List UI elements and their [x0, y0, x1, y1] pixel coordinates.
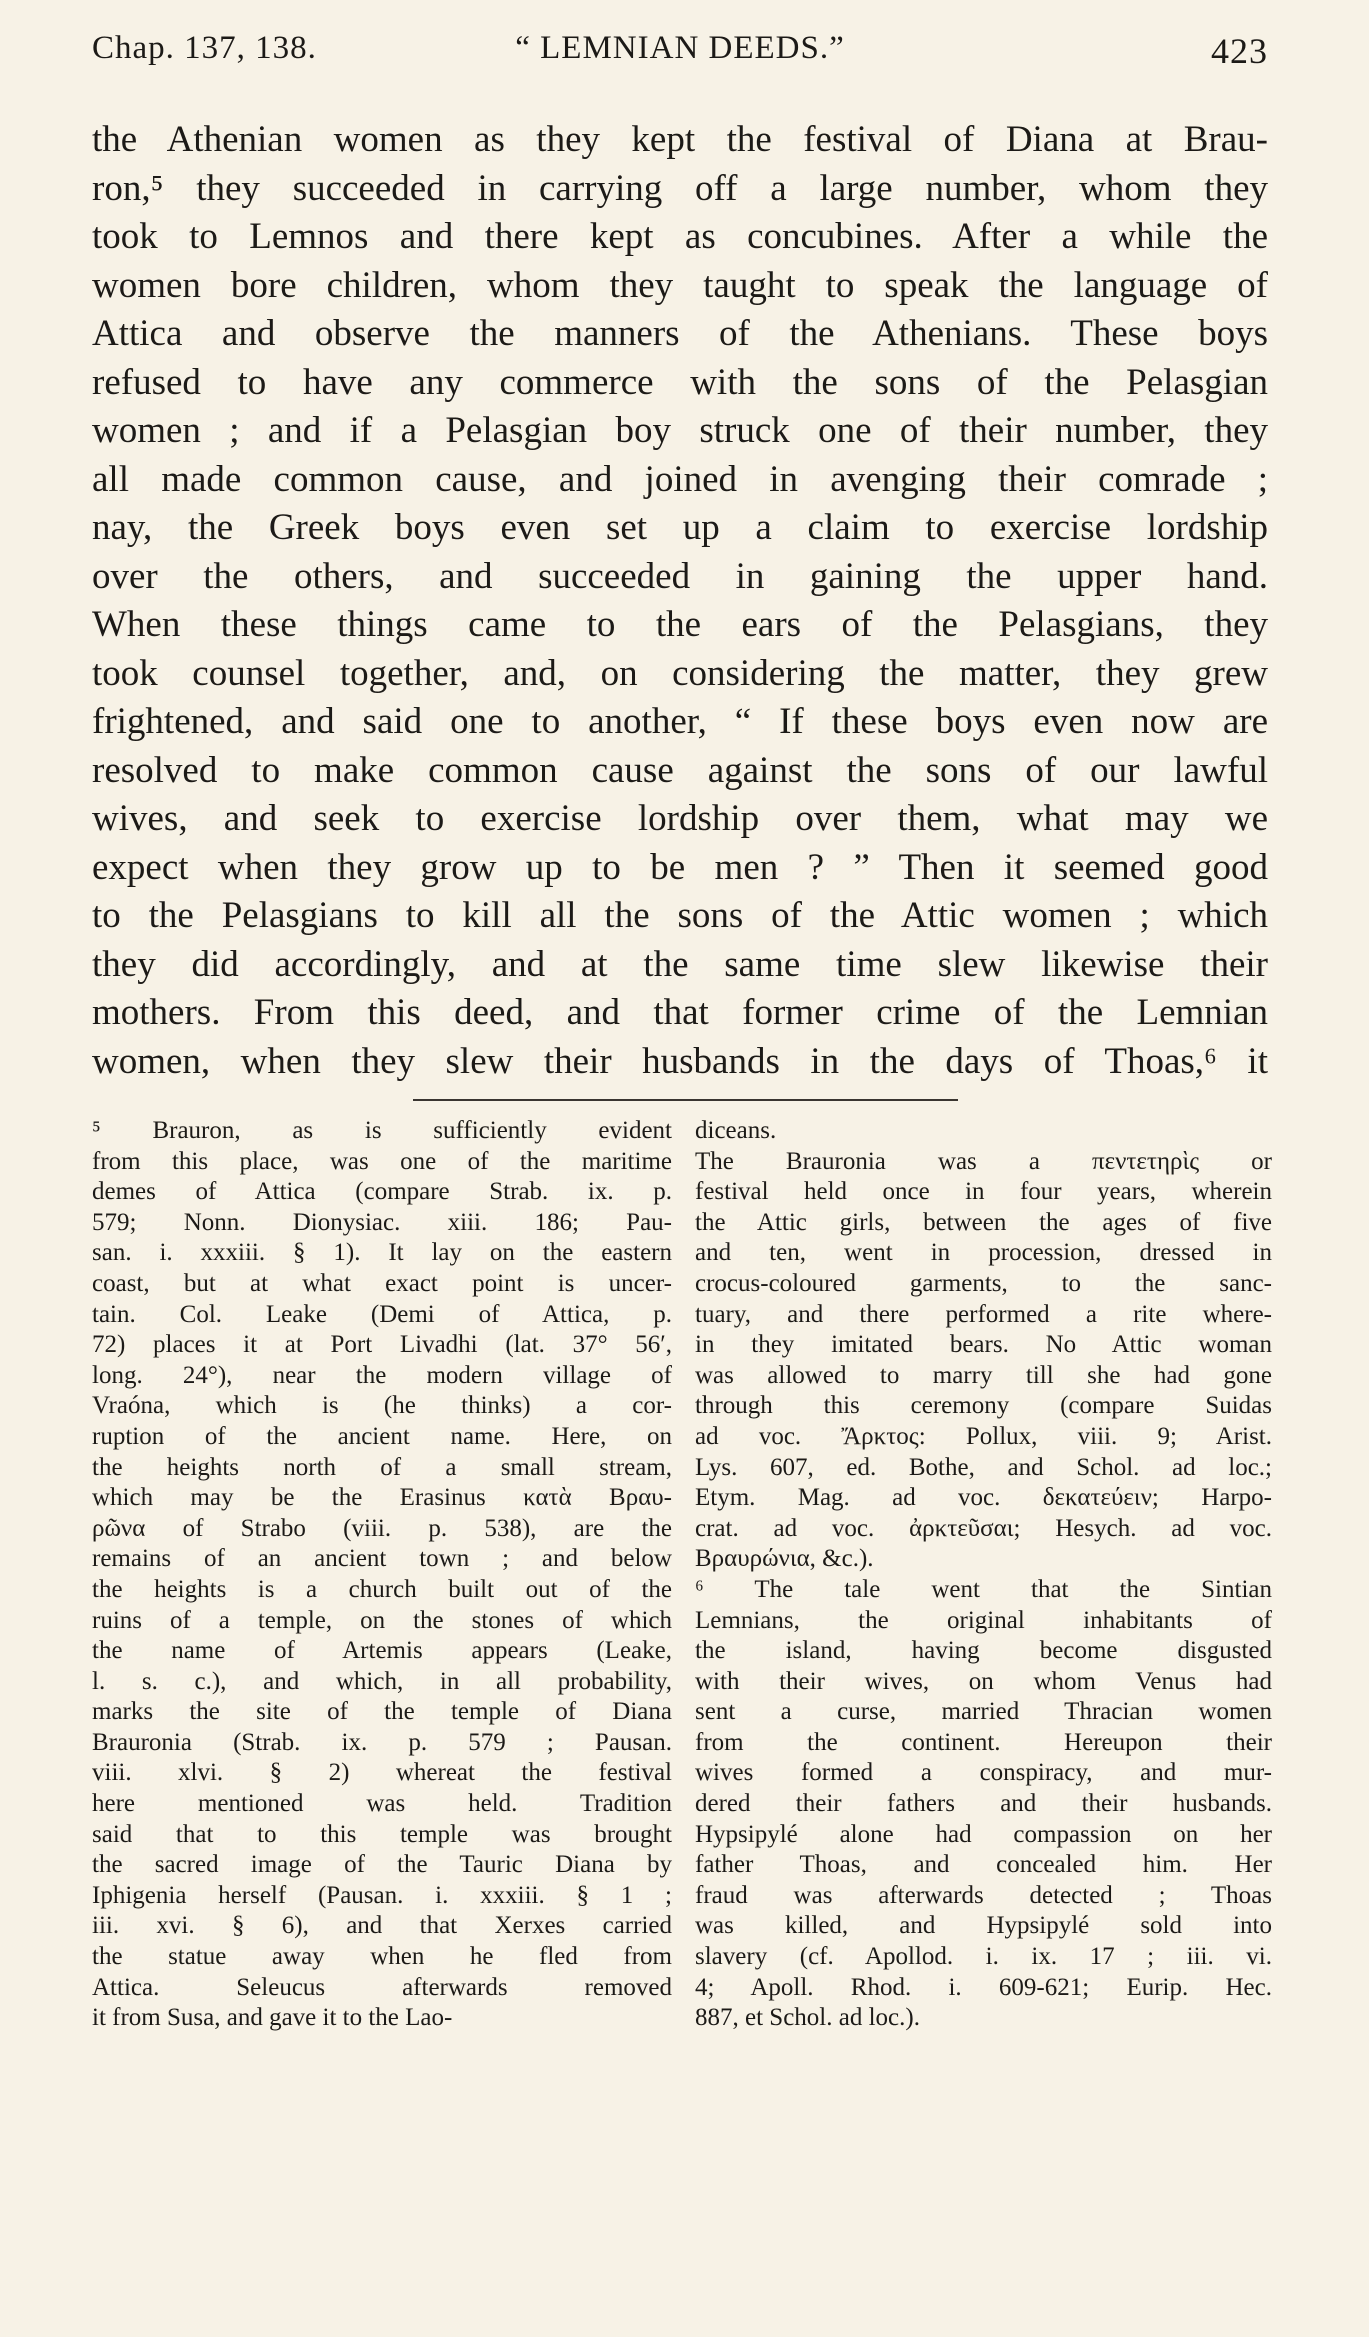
running-title: “ LEMNIAN DEEDS.” [515, 30, 845, 66]
body-text-line: all made common cause, and joined in avenging their comrade ; [92, 458, 1268, 500]
footnote-line: festival held once in four years, wherein [695, 1178, 1272, 1206]
footnote-line: 579; Nonn. Dionysiac. xiii. 186; Pau- [92, 1208, 672, 1236]
body-text-line: took counsel together, and, on considering the matter, they grew [92, 652, 1268, 694]
footnote-line: The Brauronia was a πεντετηρὶς or [695, 1147, 1272, 1175]
footnote-line: tuary, and there performed a rite where- [695, 1300, 1272, 1328]
footnote-line: Iphigenia herself (Pausan. i. xxxiii. § 1 ; [92, 1881, 672, 1909]
footnote-line: iii. xvi. § 6), and that Xerxes carried [92, 1912, 672, 1940]
footnote-line: dered their fathers and their husbands. [695, 1790, 1272, 1818]
body-text-line: mothers. From this deed, and that former crime of the Lemnian [92, 992, 1268, 1033]
chapter-reference: Chap. 137, 138. [92, 30, 317, 66]
footnote-line: the sacred image of the Tauric Diana by [92, 1851, 672, 1879]
footnote-line: the name of Artemis appears (Leake, [92, 1637, 672, 1665]
body-text-line: women, when they slew their husbands in the days of Thoas,⁶ it [92, 1040, 1268, 1082]
footnote-line: Brauronia (Strab. ix. p. 579 ; Pausan. [92, 1728, 672, 1756]
footnote-line: ⁶ The tale went that the Sintian [695, 1575, 1272, 1603]
body-text-line: the Athenian women as they kept the festival of Diana at Brau- [92, 119, 1268, 160]
footnote-line: 72) places it at Port Livadhi (lat. 37° 56′, [92, 1331, 672, 1359]
body-text-line: over the others, and succeeded in gaining the upper hand. [92, 555, 1268, 597]
footnote-line: the Attic girls, between the ages of five [695, 1208, 1272, 1236]
footnote-line: slavery (cf. Apollod. i. ix. 17 ; iii. vi. [695, 1943, 1272, 1971]
footnote-line: tain. Col. Leake (Demi of Attica, p. [92, 1300, 672, 1328]
footnote-line: the heights north of a small stream, [92, 1453, 672, 1481]
footnote-line: was killed, and Hypsipylé sold into [695, 1912, 1272, 1940]
main-text [92, 116, 1268, 1086]
body-text-line: took to Lemnos and there kept as concubines. After a while the [92, 216, 1268, 257]
footnote-line: which may be the Erasinus κατὰ Βραυ- [92, 1484, 672, 1512]
footnote-line: 887, et Schol. ad loc.). [695, 2004, 920, 2032]
footnote-line: the statue away when he fled from [92, 1943, 672, 1971]
body-text-line: women ; and if a Pelasgian boy struck one of their number, they [92, 410, 1268, 451]
footnote-line: from this place, was one of the maritime [92, 1147, 672, 1175]
footnote-line: crocus-coloured garments, to the sanc- [695, 1269, 1272, 1297]
body-text-line: ron,⁵ they succeeded in carrying off a large number, whom they [92, 167, 1268, 209]
footnote-line: ρῶνα of Strabo (viii. p. 538), are the [92, 1514, 672, 1542]
footnote-line: ruption of the ancient name. Here, on [92, 1422, 672, 1450]
footnote-line: san. i. xxxiii. § 1). It lay on the eastern [92, 1239, 672, 1267]
footnote-line: Hypsipylé alone had compassion on her [695, 1820, 1272, 1848]
body-text-line: frightened, and said one to another, “ If these boys even now are [92, 701, 1268, 742]
footnote-line: crat. ad voc. ἀρκτεῦσαι; Hesych. ad voc. [695, 1514, 1272, 1542]
footnote-line: Vraóna, which is (he thinks) a cor- [92, 1392, 672, 1420]
footnote-line: Lys. 607, ed. Bothe, and Schol. ad loc.; [695, 1453, 1272, 1481]
body-text-line: Attica and observe the manners of the Athenians. These boys [92, 313, 1268, 354]
footnote-line: father Thoas, and concealed him. Her [695, 1851, 1272, 1879]
body-text-line: resolved to make common cause against the sons of our lawful [92, 749, 1268, 791]
footnote-line: l. s. c.), and which, in all probability, [92, 1667, 672, 1695]
footnote-line: long. 24°), near the modern village of [92, 1361, 672, 1389]
footnote-line: ad voc. Ἄρκτος: Pollux, viii. 9; Arist. [695, 1422, 1272, 1450]
body-text-line: they did accordingly, and at the same time slew likewise their [92, 943, 1268, 985]
body-text-line: When these things came to the ears of the Pelasgians, they [92, 604, 1268, 645]
footnotes-right-column [695, 1116, 1272, 2034]
footnote-line: in they imitated bears. No Attic woman [695, 1331, 1272, 1359]
footnote-line: fraud was afterwards detected ; Thoas [695, 1881, 1272, 1909]
footnotes-left-column [92, 1116, 672, 2034]
footnote-line: with their wives, on whom Venus had [695, 1667, 1272, 1695]
body-text-line: expect when they grow up to be men ? ” Then it seemed good [92, 846, 1268, 888]
body-text-line: to the Pelasgians to kill all the sons of the Attic women ; which [92, 895, 1268, 936]
footnote-line: it from Susa, and gave it to the Lao- [92, 2004, 453, 2032]
body-text-line: women bore children, whom they taught to speak the language of [92, 264, 1268, 306]
footnote-line: the island, having become disgusted [695, 1637, 1272, 1665]
footnote-line: through this ceremony (compare Suidas [695, 1392, 1272, 1420]
footnote-line: ⁵ Brauron, as is sufficiently evident [92, 1117, 672, 1144]
running-header [92, 30, 1268, 86]
footnote-line: ruins of a temple, on the stones of which [92, 1606, 672, 1634]
footnote-line: marks the site of the temple of Diana [92, 1698, 672, 1726]
footnote-line: said that to this temple was brought [92, 1820, 672, 1848]
footnote-line: viii. xlvi. § 2) whereat the festival [92, 1759, 672, 1787]
footnote-line: Βραυρώνια, &c.). [695, 1545, 874, 1573]
footnote-line: from the continent. Hereupon their [695, 1728, 1272, 1756]
body-text-line: wives, and seek to exercise lordship over them, what may we [92, 798, 1268, 839]
body-text-line: refused to have any commerce with the sons of the Pelasgian [92, 361, 1268, 403]
footnote-line: Etym. Mag. ad voc. δεκατεύειν; Harpo- [695, 1484, 1272, 1512]
footnote-line: demes of Attica (compare Strab. ix. p. [92, 1178, 672, 1206]
footnote-line: remains of an ancient town ; and below [92, 1545, 672, 1573]
body-text-line: nay, the Greek boys even set up a claim to exercise lordship [92, 507, 1268, 548]
footnote-line: here mentioned was held. Tradition [92, 1790, 672, 1818]
footnote-rule [413, 1099, 958, 1101]
footnote-line: coast, but at what exact point is uncer- [92, 1269, 672, 1297]
footnote-line: the heights is a church built out of the [92, 1575, 672, 1603]
footnote-line: was allowed to marry till she had gone [695, 1361, 1272, 1389]
footnote-line: Attica. Seleucus afterwards removed [92, 1973, 672, 2001]
footnote-line: wives formed a conspiracy, and mur- [695, 1759, 1272, 1787]
page-number: 423 [1211, 31, 1268, 71]
footnote-line: 4; Apoll. Rhod. i. 609-621; Eurip. Hec. [695, 1973, 1272, 2001]
footnote-line: and ten, went in procession, dressed in [695, 1239, 1272, 1267]
footnote-line: sent a curse, married Thracian women [695, 1698, 1272, 1726]
footnote-line: diceans. [695, 1117, 777, 1144]
footnote-line: Lemnians, the original inhabitants of [695, 1606, 1272, 1634]
